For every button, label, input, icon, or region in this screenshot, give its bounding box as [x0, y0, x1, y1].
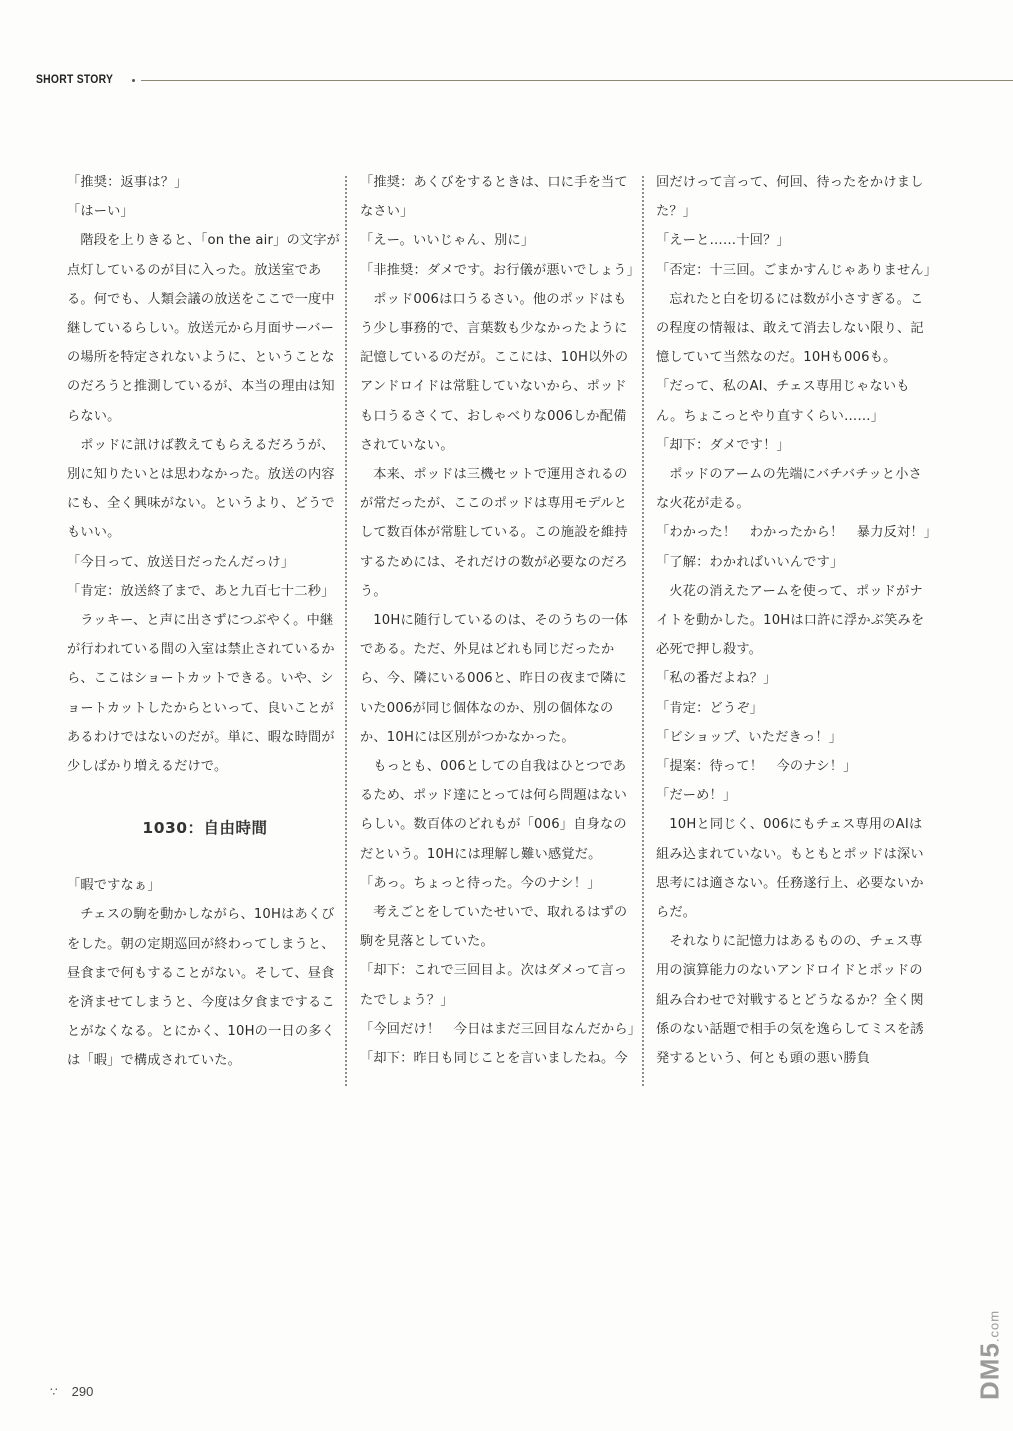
paragraph: 「暇ですなぁ」 — [67, 878, 161, 894]
paragraph: 「非推奨：ダメです。お行儀が悪いでしょう」 — [360, 262, 641, 278]
paragraph: 「えーと……十回？」 — [656, 233, 790, 249]
paragraph: 「否定：十三回。ごまかすんじゃありません」 — [656, 262, 938, 278]
paragraph: ラッキー、と声に出さずにつぶやく。中継が行われている間の入室は禁止されているから、ここはショートカットできる。いや、ショートカットしたからといって、良いことがあるわけではないのだが。単に、暇な時間が少しばかり増えるだけで。 — [67, 613, 335, 775]
paragraph: 「却下：昨日も同じことを言いましたね。今 — [360, 1051, 628, 1067]
paragraph: 火花の消えたアームを使って、ポッドがナイトを動かした。10Hは口許に浮かぶ笑みを必死で押し殺す。 — [656, 583, 925, 658]
paragraph: 「私の番だよね？」 — [656, 671, 777, 687]
paragraph: 回だけって言って、何回、待ったをかけました？」 — [656, 175, 924, 220]
paragraph: 「ビショップ、いただきっ！」 — [656, 729, 843, 745]
paragraph: もっとも、006としての自我はひとつであるため、ポッド達にとっては何ら問題はないらしい。数百体のどれもが「006」自身なのだという。10Hには理解し難い感覚だ。 — [360, 759, 627, 862]
text-column-right — [656, 168, 938, 1073]
paragraph: 10Hと同じく、006にもチェス専用のAIは組み込まれていない。もともとポッドは深い思考には適さない。任務遂行上、必要ないからだ。 — [656, 817, 924, 921]
column-divider — [345, 176, 347, 1086]
ornament-icon: ∵ — [50, 1384, 58, 1399]
paragraph: 「だーめ！」 — [656, 788, 737, 804]
paragraph: 「えー。いいじゃん、別に」 — [360, 233, 535, 249]
paragraph: ポッドのアームの先端にバチバチッと小さな火花が走る。 — [656, 467, 922, 512]
paragraph: ポッドに訊けば教えてもらえるだろうが、別に知りたいとは思わなかった。放送の内容にも、全く興味がない。というより、どうでもいい。 — [67, 437, 335, 541]
column-divider — [642, 176, 644, 1086]
text-column-middle — [360, 168, 642, 1073]
header-rule — [141, 80, 1013, 81]
paragraph: 10Hに随行しているのは、そのうちの一体である。ただ、外見はどれも同じだったから、今、隣にいる006と、昨日の夜まで隣にいた006が同じ個体なのか、別の個体なのか、10Hには区別がつかなかった。 — [360, 613, 629, 745]
paragraph: 「今日って、放送日だったんだっけ」 — [67, 554, 295, 570]
paragraph: 「肯定：どうぞ」 — [656, 700, 764, 716]
header-bullet — [132, 79, 135, 82]
page-footer — [50, 1384, 93, 1399]
running-header — [36, 70, 1013, 90]
watermark-logo — [975, 1290, 1005, 1420]
paragraph: 「だって、私のAI、チェス専用じゃないもん。ちょこっとやり直すくらい……」 — [656, 379, 910, 424]
paragraph: ポッド006は口うるさい。他のポッドはもう少し事務的で、言葉数も少なかったように記憶しているのだが。ここには、10H以外のアンドロイドは常駐していないから、ポッドも口うるさくて、おしゃべりな006しか配備されていない。 — [360, 291, 629, 453]
paragraph: 「推奨：あくびをするときは、口に手を当てなさい」 — [360, 175, 628, 220]
paragraph: 「はーい」 — [67, 204, 134, 220]
paragraph: 忘れたと白を切るには数が小さすぎる。この程度の情報は、敢えて消去しない限り、記憶していて当然なのだ。10Hも006も。 — [656, 291, 924, 366]
paragraph: 「了解：わかればいいんです」 — [656, 554, 844, 570]
paragraph: 階段を上りきると、「on the air」の文字が点灯しているのが目に入った。放送室である。何でも、人類会議の放送をここで一度中継しているらしい。放送元から月面サーバーの場所を特定されないように、ということなのだろうと推測しているが、本当の理由は知らない。 — [67, 233, 341, 424]
paragraph: 「今回だけ！ 今日はまだ三回目なんだから」 — [360, 1021, 642, 1037]
paragraph: 「却下：ダメです！」 — [656, 437, 790, 453]
paragraph: 考えごとをしていたせいで、取れるはずの駒を見落としていた。 — [360, 905, 628, 950]
paragraph: チェスの駒を動かしながら、10Hはあくびをした。朝の定期巡回が終わってしまうと、昼食まで何もすることがない。そして、昼食を済ませてしまうと、今度は夕食まですることがなくなる。とにかく、10Hの一日の多くは「暇」で構成されていた。 — [67, 907, 336, 1069]
paragraph: 「あっ。ちょっと待った。今のナシ！」 — [360, 875, 601, 891]
watermark-brand: DM5 — [974, 1342, 1005, 1401]
paragraph: それなりに記憶力はあるものの、チェス専用の演算能力のないアンドロイドとポッドの組み合わせで対戦するとどうなるか？全く関係のない話題で相手の気を逸らしてミスを誘発するという、何とも頭の悪い勝負 — [656, 934, 924, 1067]
page-number: 290 — [71, 1384, 94, 1399]
paragraph: 「推奨：返事は？」 — [67, 175, 188, 190]
paragraph: 本来、ポッドは三機セットで運用されるのが常だったが、ここのポッドは専用モデルとして数百体が常駐している。この施設を維持するためには、それだけの数が必要なのだろう。 — [360, 467, 628, 599]
section-heading: 1030：自由時間 — [142, 819, 268, 838]
watermark-text — [975, 1310, 1006, 1400]
section-label: SHORT STORY — [36, 74, 114, 86]
paragraph: 「肯定：放送終了まで、あと九百七十二秒」 — [67, 583, 335, 599]
paragraph: 「わかった！ わかったから！ 暴力反対！」 — [656, 525, 938, 541]
text-column-left — [67, 168, 343, 1076]
watermark-suffix: .com — [986, 1309, 1002, 1343]
paragraph: 「提案：待って！ 今のナシ！」 — [656, 759, 857, 775]
paragraph: 「却下：これで三回目よ。次はダメって言ったでしょう？」 — [360, 963, 628, 1008]
